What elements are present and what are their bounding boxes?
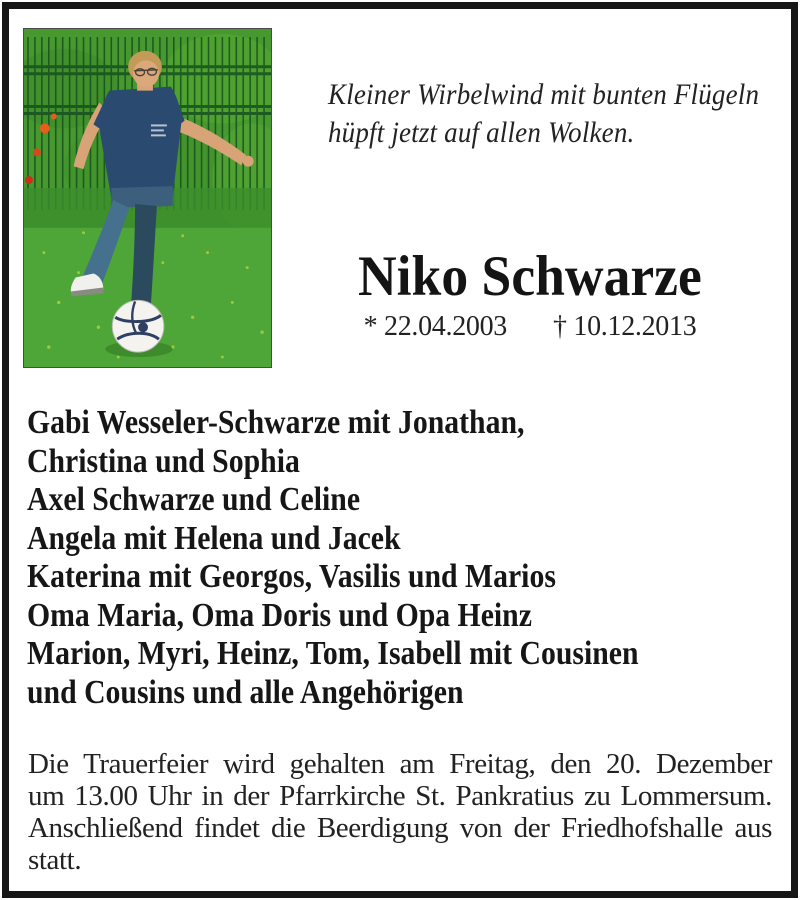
funeral-line: Anschließend findet die Beerdigung von der Friedhofshalle aus — [28, 812, 772, 844]
funeral-line: Die Trauerfeier wird gehalten am Freitag, den 20. Dezember — [28, 748, 772, 780]
deceased-name-text: Niko Schwarze — [358, 245, 702, 308]
mourner-line: Oma Maria, Oma Doris und Opa Heinz — [27, 596, 532, 634]
mourner-line: Christina und Sophia — [27, 442, 300, 480]
funeral-line: statt. — [28, 844, 82, 876]
deceased-name — [272, 245, 788, 308]
death-date: † 10.12.2013 — [553, 311, 697, 342]
epigraph-line-2: hüpft jetzt auf allen Wolken. — [328, 116, 635, 149]
epigraph-line-1: Kleiner Wirbelwind mit bunten Flügeln — [328, 78, 760, 111]
mourner-line: Angela mit Helena und Jacek — [27, 519, 401, 557]
mourner-line: und Cousins und alle Angehörigen — [27, 673, 464, 711]
mourner-line: Katerina mit Georgos, Vasilis und Marios — [27, 558, 556, 595]
mourner-line: Gabi Wesseler-Schwarze mit Jonathan, — [27, 404, 525, 441]
boy-soccer-photo — [24, 29, 271, 367]
deceased-photo — [23, 28, 272, 368]
birth-date: * 22.04.2003 — [363, 311, 507, 342]
mourners-list — [27, 404, 762, 712]
funeral-info — [28, 748, 772, 876]
mourner-line: Axel Schwarze und Celine — [27, 481, 361, 518]
epigraph — [328, 76, 760, 152]
life-dates — [272, 312, 788, 342]
funeral-line: um 13.00 Uhr in der Pfarrkirche St. Pankratius zu Lommersum. — [28, 780, 772, 812]
mourner-line: Marion, Myri, Heinz, Tom, Isabell mit Cousinen — [27, 635, 639, 672]
